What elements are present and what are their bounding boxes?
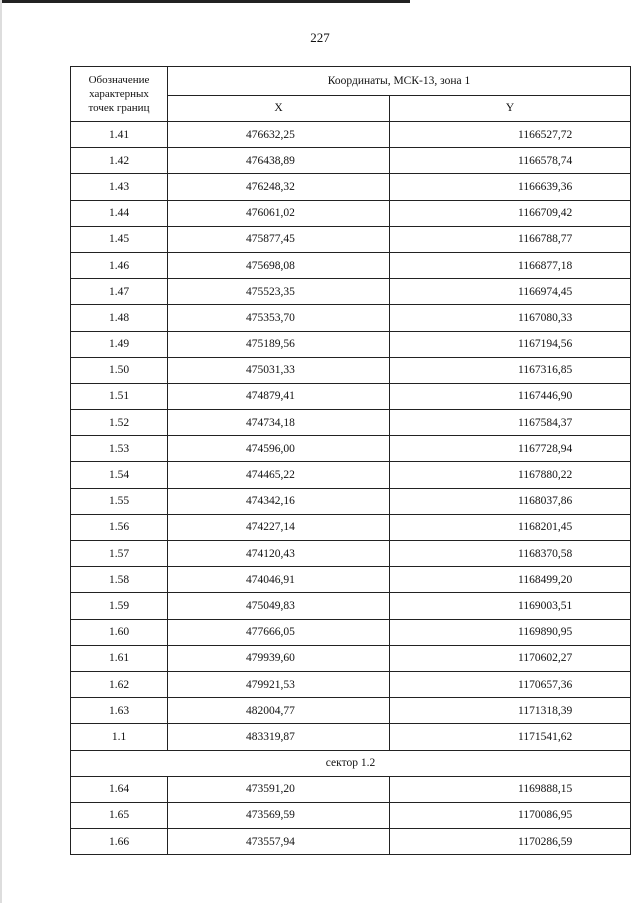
y-cell: 1167194,56: [390, 331, 631, 357]
y-column-header: Y: [390, 95, 631, 121]
point-cell: 1.61: [71, 645, 168, 671]
table-row: [71, 541, 631, 567]
y-cell: 1169003,51: [390, 593, 631, 619]
x-cell: 474046,91: [168, 567, 390, 593]
point-cell: 1.48: [71, 305, 168, 331]
table-row: [71, 462, 631, 488]
y-cell: 1171318,39: [390, 698, 631, 724]
y-cell: 1170286,59: [390, 829, 631, 855]
y-cell: 1166788,77: [390, 226, 631, 252]
table-row: [71, 410, 631, 436]
x-cell: 474879,41: [168, 383, 390, 409]
coordinates-table: [70, 66, 631, 855]
point-cell: 1.65: [71, 802, 168, 828]
table-row: [71, 724, 631, 750]
rows-after-section: [71, 776, 631, 855]
point-cell: 1.45: [71, 226, 168, 252]
x-column-header: X: [168, 95, 390, 121]
x-cell: 473557,94: [168, 829, 390, 855]
y-cell: 1169888,15: [390, 776, 631, 802]
table-row: [71, 383, 631, 409]
y-cell: 1170657,36: [390, 671, 631, 697]
point-cell: 1.66: [71, 829, 168, 855]
table-row: [71, 698, 631, 724]
table-row: [71, 331, 631, 357]
table-row: [71, 671, 631, 697]
table-row: [71, 593, 631, 619]
y-cell: 1167584,37: [390, 410, 631, 436]
y-cell: 1167446,90: [390, 383, 631, 409]
point-cell: 1.46: [71, 252, 168, 278]
table-row: [71, 305, 631, 331]
x-cell: 474120,43: [168, 541, 390, 567]
point-cell: 1.47: [71, 279, 168, 305]
point-cell: 1.44: [71, 200, 168, 226]
x-cell: 475523,35: [168, 279, 390, 305]
section-label: сектор 1.2: [71, 750, 631, 776]
y-cell: 1168370,58: [390, 541, 631, 567]
y-cell: 1169890,95: [390, 619, 631, 645]
x-cell: 474734,18: [168, 410, 390, 436]
x-cell: 476438,89: [168, 148, 390, 174]
x-cell: 476248,32: [168, 174, 390, 200]
y-cell: 1168499,20: [390, 567, 631, 593]
y-cell: 1166578,74: [390, 148, 631, 174]
table-row: [71, 148, 631, 174]
x-cell: 479921,53: [168, 671, 390, 697]
point-cell: 1.41: [71, 122, 168, 148]
point-cell: 1.42: [71, 148, 168, 174]
table-row: [71, 122, 631, 148]
coordinates-header: Координаты, МСК-13, зона 1: [168, 67, 631, 96]
x-cell: 476632,25: [168, 122, 390, 148]
x-cell: 475698,08: [168, 252, 390, 278]
x-cell: 474596,00: [168, 436, 390, 462]
x-cell: 473591,20: [168, 776, 390, 802]
table-row: [71, 829, 631, 855]
table-row: [71, 567, 631, 593]
y-cell: 1167728,94: [390, 436, 631, 462]
table-row: [71, 174, 631, 200]
x-cell: 483319,87: [168, 724, 390, 750]
y-cell: 1167316,85: [390, 357, 631, 383]
x-cell: 477666,05: [168, 619, 390, 645]
y-cell: 1167880,22: [390, 462, 631, 488]
table-row: [71, 226, 631, 252]
table-row: [71, 776, 631, 802]
x-cell: 475877,45: [168, 226, 390, 252]
point-cell: 1.63: [71, 698, 168, 724]
x-cell: 475353,70: [168, 305, 390, 331]
scan-edge-left: [0, 0, 2, 903]
point-cell: 1.1: [71, 724, 168, 750]
table-row: [71, 619, 631, 645]
point-cell: 1.57: [71, 541, 168, 567]
table-row: [71, 279, 631, 305]
point-cell: 1.59: [71, 593, 168, 619]
table-row: [71, 645, 631, 671]
point-cell: 1.56: [71, 514, 168, 540]
y-cell: 1166639,36: [390, 174, 631, 200]
y-cell: 1166877,18: [390, 252, 631, 278]
x-cell: 475049,83: [168, 593, 390, 619]
y-cell: 1166709,42: [390, 200, 631, 226]
x-cell: 482004,77: [168, 698, 390, 724]
x-cell: 476061,02: [168, 200, 390, 226]
x-cell: 474342,16: [168, 488, 390, 514]
y-cell: 1170086,95: [390, 802, 631, 828]
table-row: [71, 252, 631, 278]
point-cell: 1.49: [71, 331, 168, 357]
point-cell: 1.43: [71, 174, 168, 200]
section-row: [71, 750, 631, 776]
table-row: [71, 802, 631, 828]
point-column-header: Обозначение характерных точек границ: [71, 67, 168, 122]
point-cell: 1.60: [71, 619, 168, 645]
table-row: [71, 488, 631, 514]
point-cell: 1.50: [71, 357, 168, 383]
point-cell: 1.58: [71, 567, 168, 593]
x-cell: 479939,60: [168, 645, 390, 671]
point-cell: 1.62: [71, 671, 168, 697]
table-row: [71, 200, 631, 226]
x-cell: 474465,22: [168, 462, 390, 488]
y-cell: 1170602,27: [390, 645, 631, 671]
table-row: [71, 514, 631, 540]
x-cell: 475031,33: [168, 357, 390, 383]
point-cell: 1.53: [71, 436, 168, 462]
table-row: [71, 357, 631, 383]
point-cell: 1.54: [71, 462, 168, 488]
point-cell: 1.52: [71, 410, 168, 436]
y-cell: 1168201,45: [390, 514, 631, 540]
x-cell: 473569,59: [168, 802, 390, 828]
point-cell: 1.55: [71, 488, 168, 514]
y-cell: 1166974,45: [390, 279, 631, 305]
x-cell: 474227,14: [168, 514, 390, 540]
y-cell: 1171541,62: [390, 724, 631, 750]
table-row: [71, 436, 631, 462]
scan-edge-top: [0, 0, 410, 3]
rows-before-section: [71, 122, 631, 751]
y-cell: 1167080,33: [390, 305, 631, 331]
point-cell: 1.64: [71, 776, 168, 802]
y-cell: 1166527,72: [390, 122, 631, 148]
page-number: 227: [310, 30, 330, 45]
x-cell: 475189,56: [168, 331, 390, 357]
point-cell: 1.51: [71, 383, 168, 409]
y-cell: 1168037,86: [390, 488, 631, 514]
